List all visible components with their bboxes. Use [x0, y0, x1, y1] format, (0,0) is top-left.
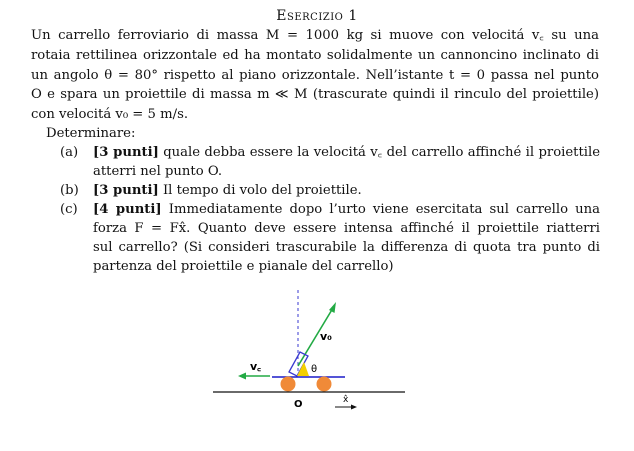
question-label: (c) — [60, 202, 78, 217]
cart-diagram — [0, 280, 634, 451]
question-text: atterri nel punto O. — [93, 164, 223, 179]
x-hat-arrowhead — [351, 405, 357, 410]
question-label: (a) — [60, 145, 79, 160]
exercise-title: Esercizio 1 — [276, 8, 358, 24]
question-list — [60, 143, 600, 276]
vc-arrowhead — [238, 373, 246, 380]
question-a — [60, 143, 600, 181]
question-text: Il tempo di volo del proiettile. — [162, 183, 362, 198]
question-label: (b) — [60, 183, 79, 198]
vc-label: v꜀ — [250, 360, 261, 373]
statement-line: un angolo θ = 80° rispetto al piano orizzontale. Nell’istante t = 0 passa nel punto — [31, 67, 599, 83]
question-text: partenza del proiettile e pianale del carrello) — [93, 259, 394, 274]
question-text: quale debba essere la velocitá v꜀ del carrello affinché il proiettile — [163, 145, 600, 160]
question-b — [60, 181, 600, 200]
cart-wheel-right — [317, 377, 332, 392]
cart-wheel-left — [281, 377, 296, 392]
problem-statement — [31, 26, 599, 125]
determine-heading: Determinare: — [46, 126, 136, 141]
statement-line: Un carrello ferroviario di massa M = 1000 kg si muove con velocitá v꜀ su una — [31, 28, 599, 43]
question-text: forza F = Fx̂. Quanto deve essere intensa affinché il proiettile riatterri — [93, 221, 600, 236]
statement-line: O e spara un proiettile di massa m ≪ M (trascurate quindi il rinculo del proiettile) — [31, 87, 599, 103]
v0-label: v₀ — [320, 330, 332, 343]
statement-line: rotaia rettilinea orizzontale ed ha montato solidalmente un cannoncino inclinato di — [31, 47, 599, 63]
angle-label: θ — [311, 364, 318, 375]
question-text: Immediatamente dopo l’urto viene esercitata sul carrello una — [168, 202, 601, 217]
question-points: [4 punti] — [93, 202, 162, 217]
question-text: sul carrello? (Si consideri trascurabile la differenza di quota tra punto di — [93, 240, 600, 255]
question-points: [3 punti] — [93, 145, 159, 160]
question-c — [60, 200, 600, 276]
statement-line: con velocitá v₀ = 5 m/s. — [31, 107, 189, 123]
x-hat-label: x̂ — [343, 395, 349, 405]
question-points: [3 punti] — [93, 183, 159, 198]
origin-label: O — [294, 399, 303, 410]
